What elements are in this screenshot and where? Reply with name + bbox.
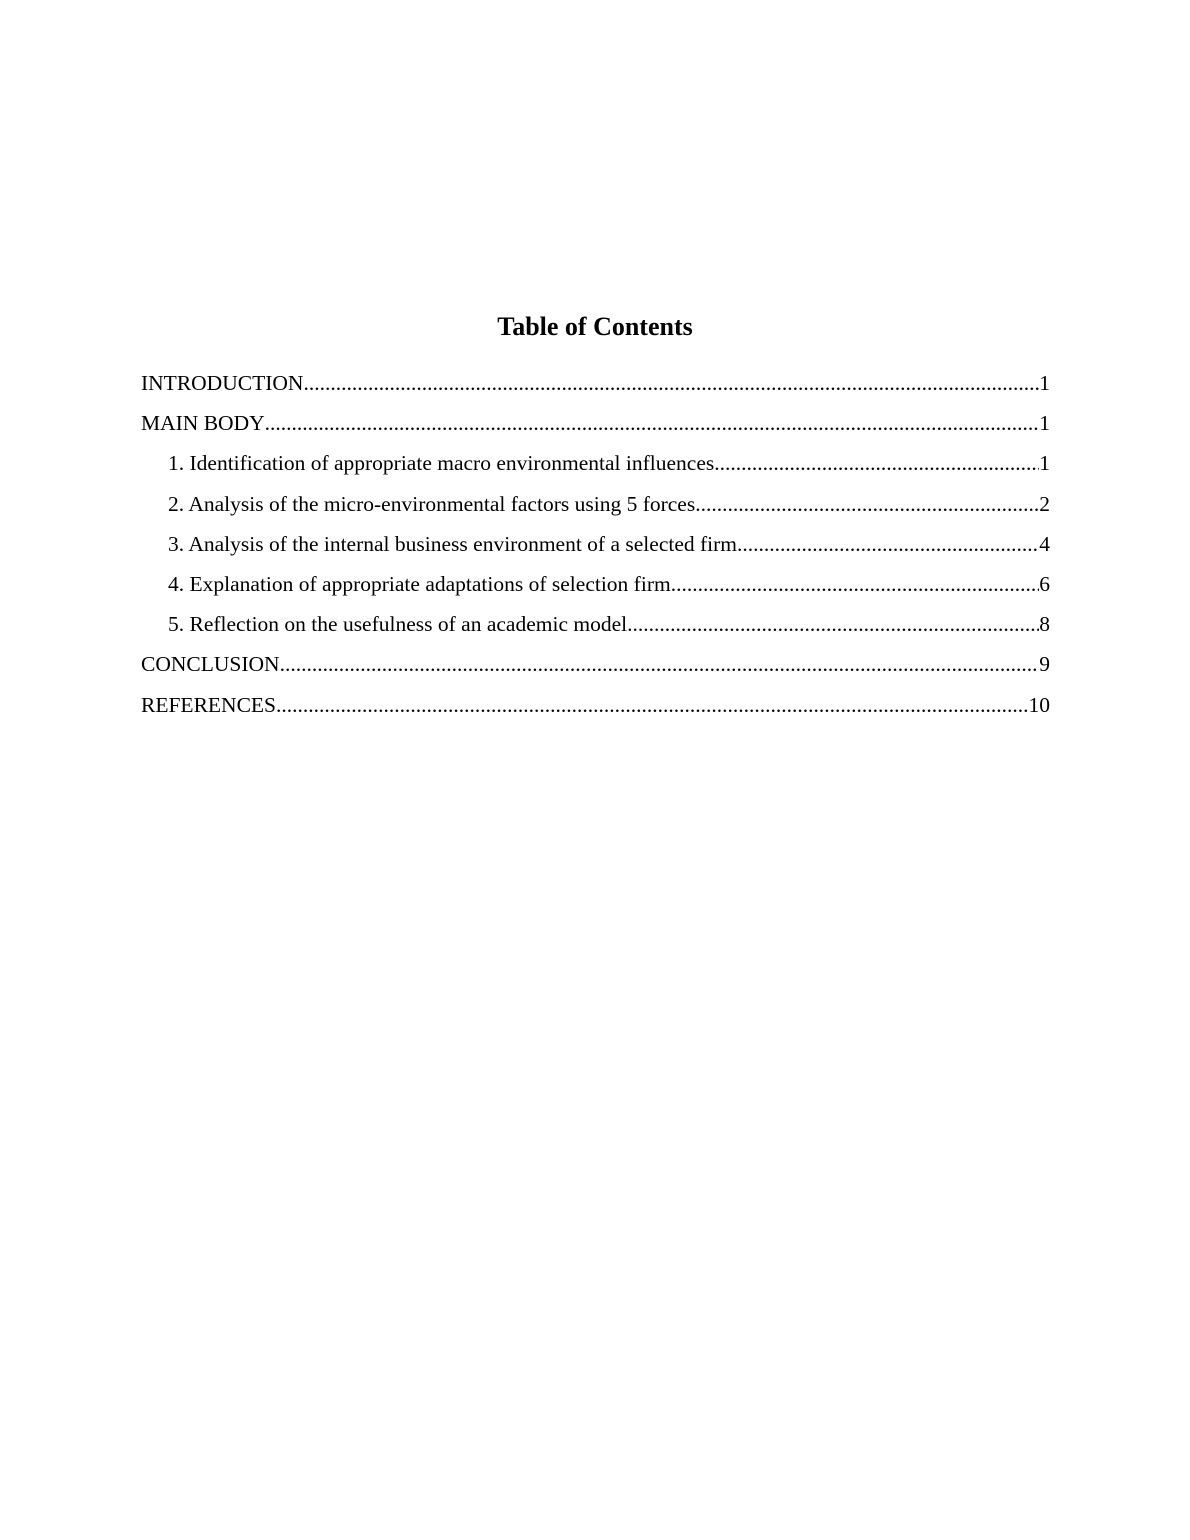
toc-entry-section-5[interactable] xyxy=(141,609,1050,649)
toc-dot-leader xyxy=(627,609,1039,639)
toc-page-number: 1 xyxy=(1039,451,1050,476)
toc-dot-leader xyxy=(671,569,1040,599)
toc-entry-introduction[interactable] xyxy=(141,368,1050,408)
toc-entry-label: 4. Explanation of appropriate adaptations of selection firm xyxy=(168,571,671,596)
toc-entry-main-body[interactable] xyxy=(141,408,1050,448)
toc-entry-section-4[interactable] xyxy=(141,569,1050,609)
toc-entry-label: 2. Analysis of the micro-environmental factors using 5 forces xyxy=(168,491,696,516)
toc-page-number: 10 xyxy=(1028,692,1050,717)
toc-dot-leader xyxy=(280,649,1040,679)
toc-dot-leader xyxy=(737,529,1039,559)
toc-dot-leader xyxy=(276,690,1029,720)
toc-list xyxy=(141,368,1050,730)
toc-entry-label: 5. Reflection on the usefulness of an academic model xyxy=(168,612,628,637)
toc-entry-label: INTRODUCTION xyxy=(141,371,304,395)
toc-entry-label: 3. Analysis of the internal business environment of a selected firm xyxy=(168,531,738,556)
toc-entry-section-1[interactable] xyxy=(141,448,1050,488)
toc-page-number: 4 xyxy=(1039,531,1050,556)
toc-dot-leader xyxy=(265,408,1040,438)
toc-page-number: 1 xyxy=(1039,411,1050,436)
toc-entry-label: CONCLUSION xyxy=(141,652,280,677)
toc-entry-label: REFERENCES xyxy=(141,692,276,717)
toc-entry-conclusion[interactable] xyxy=(141,649,1050,689)
toc-entry-label: 1. Identification of appropriate macro environmental influences xyxy=(168,451,715,476)
toc-page-number: 2 xyxy=(1039,491,1050,516)
toc-page-number: 1 xyxy=(1039,371,1050,395)
toc-title: Table of Contents xyxy=(497,312,693,341)
toc-dot-leader xyxy=(303,368,1039,398)
toc-entry-references[interactable] xyxy=(141,690,1050,730)
toc-entry-section-2[interactable] xyxy=(141,489,1050,529)
toc-page-number: 6 xyxy=(1039,571,1050,596)
toc-dot-leader xyxy=(714,448,1039,478)
toc-entry-section-3[interactable] xyxy=(141,529,1050,569)
toc-page-number: 9 xyxy=(1039,652,1050,677)
toc-dot-leader xyxy=(695,489,1039,519)
toc-page-number: 8 xyxy=(1039,612,1050,637)
toc-entry-label: MAIN BODY xyxy=(141,411,265,436)
